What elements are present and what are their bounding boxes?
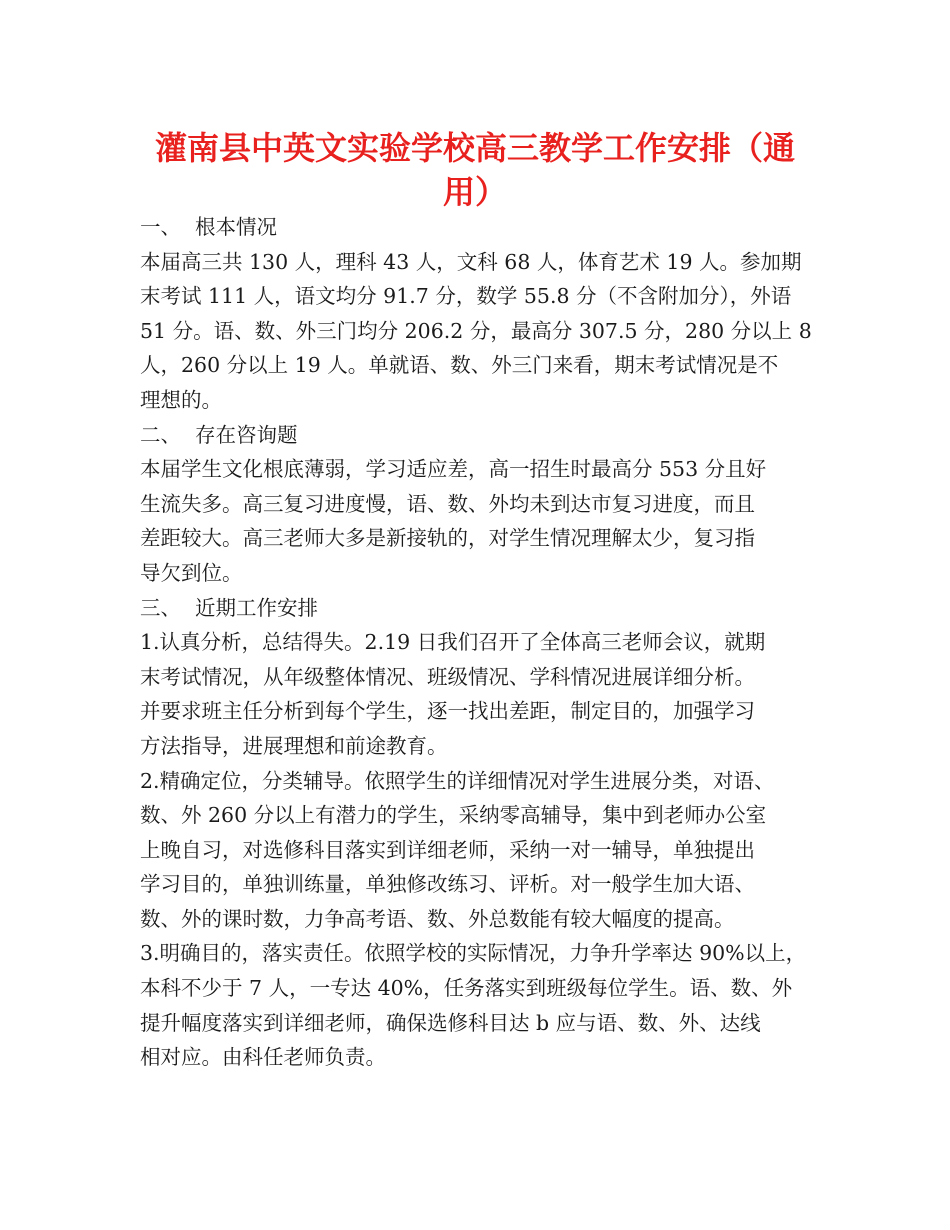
- paragraph-line: 并要求班主任分析到每个学生，逐一找出差距，制定目的，加强学习: [140, 699, 755, 724]
- paragraph-line: 生流失多。高三复习进度慢，语、数、外均未到达市复习进度，而且: [140, 491, 755, 516]
- section-number: 一、: [140, 215, 181, 239]
- title-line-2: 用）: [442, 173, 507, 211]
- paragraph-line: 2.精确定位，分类辅导。依照学生的详细情况对学生进展分类，对语、: [140, 768, 775, 793]
- section-number: 三、: [140, 595, 181, 620]
- title-line-1: 灌南县中英文实验学校高三教学工作安排（通: [154, 129, 795, 167]
- paragraph-line: 末考试情况，从年级整体情况、班级情况、学科情况进展详细分析。: [140, 664, 755, 689]
- document-body: [140, 210, 812, 1075]
- document-title: [140, 126, 810, 214]
- paragraph-line: 学习目的，单独训练量，单独修改练习、评析。对一般学生加大语、: [140, 872, 755, 897]
- section-heading-text: 根本情况: [195, 215, 277, 239]
- paragraph-line: 末考试 111 人，语文均分 91.7 分，数学 55.8 分（不含附加分），外语: [140, 284, 792, 309]
- section-heading-text: 近期工作安排: [195, 595, 318, 620]
- paragraph-line: 相对应。由科任老师负责。: [140, 1045, 386, 1070]
- section-heading-2: [140, 418, 812, 453]
- paragraph-line: 数、外 260 分以上有潜力的学生，采纳零高辅导，集中到老师办公室: [140, 803, 767, 828]
- paragraph-line: 51 分。语、数、外三门均分 206.2 分，最高分 307.5 分，280 分以上 8: [140, 318, 812, 343]
- paragraph-line: 上晚自习，对选修科目落实到详细老师，采纳一对一辅导，单独提出: [140, 837, 755, 862]
- paragraph-line: 1.认真分析，总结得失。2.19 日我们召开了全体高三老师会议，就期: [140, 630, 766, 655]
- paragraph-line: 本届高三共 130 人，理科 43 人，文科 68 人，体育艺术 19 人。参加期: [140, 249, 802, 274]
- paragraph-line: 本届学生文化根底薄弱，学习适应差，高一招生时最高分 553 分且好: [140, 457, 767, 482]
- section-heading-1: [140, 210, 812, 245]
- section-heading-text: 存在咨询题: [195, 422, 298, 447]
- paragraph-line: 理想的。: [140, 387, 222, 412]
- paragraph-line: 提升幅度落实到详细老师，确保选修科目达 b 应与语、数、外、达线: [140, 1010, 761, 1035]
- paragraph-line: 本科不少于 7 人，一专达 40%，任务落实到班级每位学生。语、数、外: [140, 976, 793, 1001]
- paragraph-line: 数、外的课时数，力争高考语、数、外总数能有较大幅度的提高。: [140, 906, 735, 931]
- section-heading-3: [140, 591, 812, 626]
- paragraph-line: 导欠到位。: [140, 560, 243, 585]
- paragraph-line: 3.明确目的，落实责任。依照学校的实际情况，力争升学率达 90%以上，: [140, 941, 807, 966]
- paragraph-line: 差距较大。高三老师大多是新接轨的，对学生情况理解太少，复习指: [140, 526, 755, 551]
- section-number: 二、: [140, 422, 181, 447]
- paragraph-line: 方法指导，进展理想和前途教育。: [140, 733, 448, 758]
- paragraph-line: 人，260 分以上 19 人。单就语、数、外三门来看，期末考试情况是不: [140, 353, 779, 378]
